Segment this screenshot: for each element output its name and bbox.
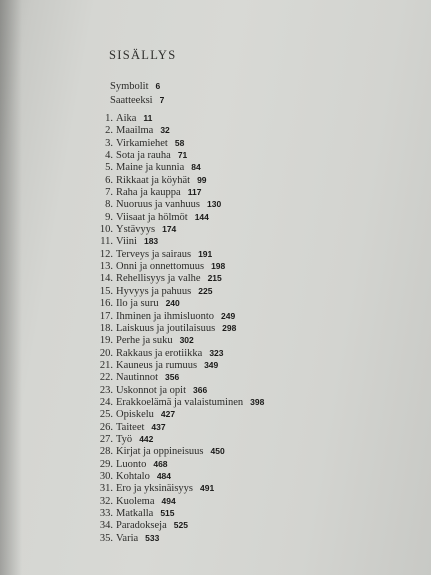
chapter-entry xyxy=(96,432,416,444)
chapter-entry xyxy=(96,494,416,506)
chapter-entry xyxy=(96,222,416,234)
chapter-title: Rikkaat ja köyhät xyxy=(116,174,191,186)
chapter-number: 20. xyxy=(99,347,113,359)
chapter-title: Virkamiehet xyxy=(116,137,168,149)
chapter-title: Onni ja onnettomuus xyxy=(116,261,205,273)
chapter-title: Laiskuus ja joutilaisuus xyxy=(116,322,216,334)
chapter-number: 28. xyxy=(99,446,113,458)
chapter-title: Työ xyxy=(116,433,133,445)
chapter-page-number: 349 xyxy=(204,359,219,370)
chapter-title: Rakkaus ja erotiikka xyxy=(116,347,203,359)
chapter-entry xyxy=(96,173,416,185)
chapter-page-number: 191 xyxy=(198,248,213,259)
chapter-number: 22. xyxy=(99,372,113,384)
chapter-number: 33. xyxy=(99,508,113,519)
chapter-title: Ihminen ja ihmisluonto xyxy=(116,310,214,322)
chapter-number: 24. xyxy=(99,396,113,408)
chapter-number: 30. xyxy=(99,470,113,482)
chapter-number: 26. xyxy=(99,421,113,433)
chapter-title: Kuolema xyxy=(116,495,155,507)
chapter-page-number: 99 xyxy=(197,174,207,185)
chapter-title: Kirjat ja oppineisuus xyxy=(116,446,204,458)
chapter-page-number: 58 xyxy=(174,137,185,148)
chapter-title: Raha ja kauppa xyxy=(116,187,181,199)
chapter-entry xyxy=(96,309,416,321)
chapter-page-number: 450 xyxy=(210,446,225,457)
chapter-entry xyxy=(96,444,416,456)
chapter-page-number: 71 xyxy=(177,150,188,161)
chapter-title: Terveys ja sairaus xyxy=(116,248,192,260)
front-matter-entry xyxy=(110,78,410,92)
chapter-title: Paradokseja xyxy=(116,520,167,532)
chapter-page-number: 515 xyxy=(160,508,175,518)
chapter-number: 13. xyxy=(99,261,113,273)
front-matter-entry xyxy=(110,92,410,106)
chapter-number: 14. xyxy=(99,273,113,285)
chapter-number: 7. xyxy=(105,187,113,199)
chapter-entry xyxy=(96,420,416,432)
chapter-page-number: 437 xyxy=(151,421,166,432)
chapter-entry xyxy=(96,481,416,493)
chapter-page-number: 533 xyxy=(145,532,160,543)
entry-title: Symbolit xyxy=(110,81,149,92)
chapter-page-number: 144 xyxy=(194,211,209,222)
chapter-title: Opiskelu xyxy=(116,409,154,421)
chapter-entry xyxy=(96,321,416,333)
chapter-number: 11. xyxy=(100,236,113,248)
chapter-entry xyxy=(96,296,416,308)
chapter-entry xyxy=(96,136,416,148)
chapter-entry xyxy=(96,148,416,160)
chapter-title: Viini xyxy=(116,236,137,248)
chapter-page-number: 215 xyxy=(207,273,222,284)
chapter-entry xyxy=(96,457,416,469)
chapter-entry xyxy=(96,284,416,296)
entry-page-number: 6 xyxy=(155,81,161,91)
chapter-title: Kohtalo xyxy=(116,470,150,482)
chapter-number: 3. xyxy=(105,137,113,149)
chapter-title: Maailma xyxy=(116,125,154,137)
chapter-entry xyxy=(96,346,416,358)
chapter-number: 1. xyxy=(105,113,113,124)
chapter-number: 15. xyxy=(99,285,113,297)
chapter-list xyxy=(96,111,416,543)
chapter-number: 2. xyxy=(105,125,113,137)
chapter-entry xyxy=(96,197,416,209)
chapter-page-number: 525 xyxy=(173,520,188,531)
chapter-entry xyxy=(96,123,416,135)
chapter-page-number: 302 xyxy=(179,335,194,346)
chapter-page-number: 240 xyxy=(165,298,180,309)
chapter-page-number: 32 xyxy=(160,125,170,136)
chapter-page-number: 174 xyxy=(162,224,177,235)
chapter-entry xyxy=(96,271,416,283)
chapter-title: Maine ja kunnia xyxy=(116,162,185,174)
front-matter-list xyxy=(110,78,410,106)
chapter-title: Uskonnot ja opit xyxy=(116,384,186,396)
chapter-entry xyxy=(96,185,416,197)
chapter-entry xyxy=(96,234,416,246)
chapter-title: Ilo ja suru xyxy=(116,298,159,310)
chapter-page-number: 323 xyxy=(209,347,224,358)
chapter-entry xyxy=(96,358,416,370)
spine-shadow xyxy=(0,0,22,575)
chapter-entry xyxy=(96,111,416,123)
chapter-entry xyxy=(96,383,416,395)
chapter-title: Erakkoelämä ja valaistuminen xyxy=(116,396,244,408)
chapter-page-number: 183 xyxy=(143,236,159,247)
chapter-title: Viisaat ja hölmöt xyxy=(116,211,188,223)
chapter-title: Hyvyys ja pahuus xyxy=(116,285,192,297)
chapter-entry xyxy=(96,259,416,271)
chapter-number: 8. xyxy=(105,199,113,211)
chapter-title: Matkalla xyxy=(116,508,154,519)
chapter-number: 5. xyxy=(105,162,113,174)
chapter-number: 31. xyxy=(99,483,113,495)
chapter-page-number: 484 xyxy=(156,470,172,481)
chapter-entry xyxy=(96,210,416,222)
chapter-number: 19. xyxy=(99,335,113,347)
chapter-number: 29. xyxy=(99,458,113,470)
chapter-entry xyxy=(96,160,416,172)
chapter-number: 4. xyxy=(105,150,113,162)
entry-title: Saatteeksi xyxy=(110,95,153,106)
chapter-title: Ystävyys xyxy=(116,224,156,236)
chapter-number: 9. xyxy=(105,211,113,223)
chapter-page-number: 298 xyxy=(222,322,237,333)
chapter-title: Luonto xyxy=(116,458,147,470)
chapter-page-number: 491 xyxy=(200,483,215,494)
chapter-number: 21. xyxy=(99,359,113,371)
chapter-title: Aika xyxy=(116,113,137,124)
chapter-page-number: 356 xyxy=(165,372,180,383)
chapter-entry xyxy=(96,469,416,481)
chapter-number: 23. xyxy=(99,384,113,396)
chapter-page-number: 11 xyxy=(143,113,153,123)
chapter-entry xyxy=(96,506,416,518)
chapter-page-number: 84 xyxy=(191,162,201,173)
chapter-number: 18. xyxy=(99,322,113,334)
chapter-title: Ero ja yksinäisyys xyxy=(116,483,193,495)
chapter-page-number: 130 xyxy=(207,199,222,210)
chapter-number: 34. xyxy=(99,520,113,532)
chapter-entry xyxy=(96,370,416,382)
chapter-number: 32. xyxy=(99,495,113,507)
chapter-page-number: 427 xyxy=(160,409,176,420)
chapter-entry xyxy=(96,395,416,407)
chapter-entry xyxy=(96,247,416,259)
chapter-entry xyxy=(96,333,416,345)
chapter-page-number: 198 xyxy=(211,261,226,272)
chapter-page-number: 468 xyxy=(153,458,168,469)
chapter-number: 16. xyxy=(99,298,113,310)
chapter-number: 12. xyxy=(99,248,113,260)
chapter-title: Nuoruus ja vanhuus xyxy=(116,199,200,211)
chapter-title: Nautinnot xyxy=(116,372,158,384)
chapter-number: 25. xyxy=(99,409,113,421)
chapter-page-number: 225 xyxy=(198,285,213,296)
chapter-page-number: 249 xyxy=(221,310,236,321)
chapter-number: 27. xyxy=(99,433,113,445)
contents-heading: SISÄLLYS xyxy=(109,48,177,62)
chapter-title: Varia xyxy=(116,532,139,544)
chapter-entry xyxy=(96,518,416,530)
chapter-title: Rehellisyys ja valhe xyxy=(116,273,201,285)
chapter-page-number: 398 xyxy=(250,396,265,407)
chapter-title: Perhe ja suku xyxy=(116,335,173,347)
chapter-number: 6. xyxy=(105,174,113,186)
chapter-entry xyxy=(96,531,416,543)
chapter-number: 10. xyxy=(99,224,113,236)
chapter-number: 35. xyxy=(99,532,113,544)
chapter-number: 17. xyxy=(99,310,113,322)
chapter-page-number: 366 xyxy=(193,384,208,395)
chapter-title: Taiteet xyxy=(116,421,145,433)
chapter-page-number: 442 xyxy=(139,433,154,444)
chapter-page-number: 117 xyxy=(187,187,202,198)
chapter-page-number: 494 xyxy=(161,495,176,506)
chapter-title: Kauneus ja rumuus xyxy=(116,359,198,371)
chapter-entry xyxy=(96,407,416,419)
entry-page-number: 7 xyxy=(159,95,165,105)
chapter-title: Sota ja rauha xyxy=(116,150,171,162)
